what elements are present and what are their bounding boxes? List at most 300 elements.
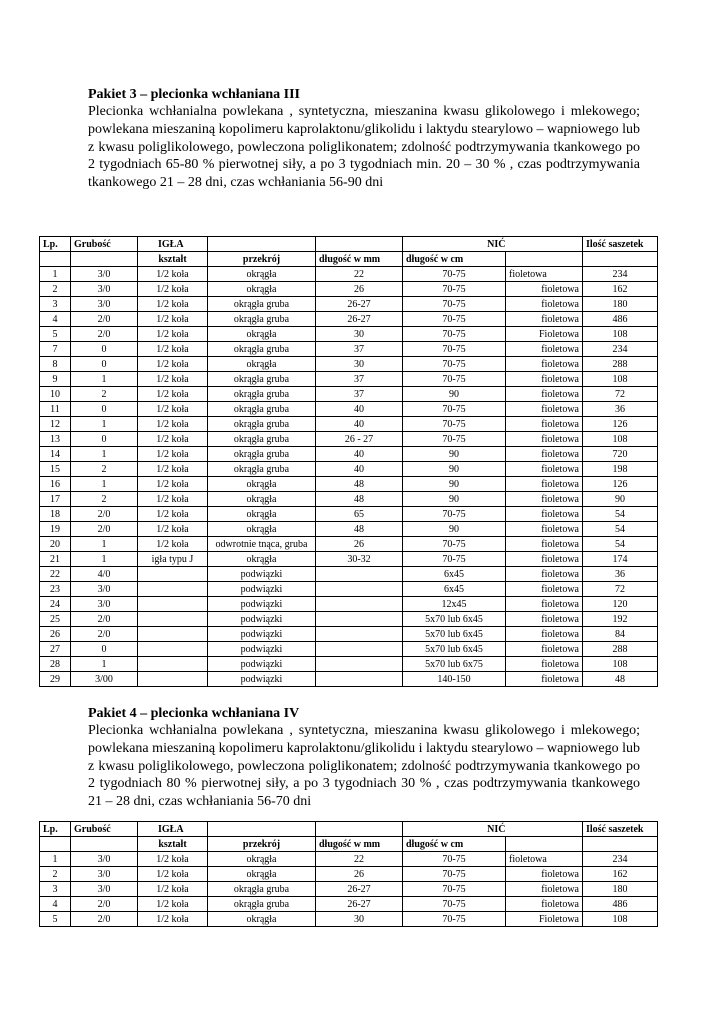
- cell-ksztalt: 1/2 koła: [138, 342, 208, 357]
- cell-dlugosc-mm: 65: [316, 507, 403, 522]
- cell-ilosc: 180: [583, 297, 658, 312]
- cell-lp: 1: [40, 267, 71, 282]
- cell-przekroj: okrągła: [208, 282, 316, 297]
- cell-dlugosc-cm: 90: [403, 462, 506, 477]
- cell-ksztalt: 1/2 koła: [138, 432, 208, 447]
- cell-ilosc: 108: [583, 327, 658, 342]
- table-row: [40, 327, 658, 342]
- cell-lp: 29: [40, 672, 71, 687]
- cell-dlugosc-mm: 37: [316, 387, 403, 402]
- cell-dlugosc-mm: 26: [316, 282, 403, 297]
- cell-kolor: fioletowa: [506, 852, 583, 867]
- cell-lp: 10: [40, 387, 71, 402]
- cell-lp: 4: [40, 312, 71, 327]
- cell-ilosc: 36: [583, 402, 658, 417]
- cell-grubosc: 1: [71, 537, 138, 552]
- cell-grubosc: 1: [71, 477, 138, 492]
- cell-lp: 3: [40, 882, 71, 897]
- cell-przekroj: okrągła: [208, 522, 316, 537]
- cell-grubosc: 0: [71, 402, 138, 417]
- cell-ksztalt: 1/2 koła: [138, 867, 208, 882]
- header-igla: IGŁA: [138, 822, 208, 837]
- cell-dlugosc-mm: [316, 597, 403, 612]
- header-grubosc: Grubość: [71, 822, 138, 837]
- cell-dlugosc-mm: 26-27: [316, 882, 403, 897]
- cell-dlugosc-cm: 90: [403, 387, 506, 402]
- cell-lp: 2: [40, 867, 71, 882]
- cell-lp: 17: [40, 492, 71, 507]
- cell-dlugosc-cm: 90: [403, 492, 506, 507]
- cell-kolor: fioletowa: [506, 432, 583, 447]
- cell-dlugosc-mm: 30-32: [316, 552, 403, 567]
- cell-przekroj: podwiązki: [208, 627, 316, 642]
- cell-lp: 16: [40, 477, 71, 492]
- table-row: [40, 897, 658, 912]
- cell-grubosc: 1: [71, 417, 138, 432]
- table-row: [40, 267, 658, 282]
- cell-dlugosc-mm: 22: [316, 267, 403, 282]
- cell-ksztalt: 1/2 koła: [138, 522, 208, 537]
- cell-grubosc: 2: [71, 492, 138, 507]
- cell-przekroj: okrągła gruba: [208, 372, 316, 387]
- table-row: [40, 312, 658, 327]
- cell-lp: 28: [40, 657, 71, 672]
- cell-przekroj: okrągła gruba: [208, 447, 316, 462]
- cell-kolor: fioletowa: [506, 312, 583, 327]
- table-row: [40, 882, 658, 897]
- cell-kolor: fioletowa: [506, 882, 583, 897]
- cell-dlugosc-mm: 26 - 27: [316, 432, 403, 447]
- cell-przekroj: podwiązki: [208, 582, 316, 597]
- cell-grubosc: 2/0: [71, 912, 138, 927]
- cell-kolor: fioletowa: [506, 897, 583, 912]
- cell-lp: 22: [40, 567, 71, 582]
- cell-ilosc: 486: [583, 312, 658, 327]
- header-nic: NIĆ: [403, 822, 506, 837]
- cell-ksztalt: 1/2 koła: [138, 897, 208, 912]
- pakiet-3-header: [88, 86, 640, 192]
- pakiet-4-table: [39, 821, 658, 927]
- cell-dlugosc-mm: 26-27: [316, 312, 403, 327]
- table-row: [40, 567, 658, 582]
- subheader-blank: [583, 252, 658, 267]
- cell-ksztalt: 1/2 koła: [138, 507, 208, 522]
- cell-dlugosc-cm: 70-75: [403, 297, 506, 312]
- subheader-dlugosc-cm: długość w cm: [403, 837, 506, 852]
- subheader-blank: [40, 252, 71, 267]
- cell-przekroj: okrągła: [208, 912, 316, 927]
- cell-kolor: fioletowa: [506, 582, 583, 597]
- cell-lp: 4: [40, 897, 71, 912]
- cell-lp: 20: [40, 537, 71, 552]
- cell-ilosc: 90: [583, 492, 658, 507]
- cell-dlugosc-cm: 70-75: [403, 372, 506, 387]
- cell-kolor: Fioletowa: [506, 327, 583, 342]
- table-row: [40, 627, 658, 642]
- cell-przekroj: odwrotnie tnąca, gruba: [208, 537, 316, 552]
- cell-dlugosc-mm: 22: [316, 852, 403, 867]
- cell-przekroj: okrągła gruba: [208, 462, 316, 477]
- subheader-blank: [71, 252, 138, 267]
- subheader-blank: [583, 837, 658, 852]
- cell-ksztalt: 1/2 koła: [138, 912, 208, 927]
- cell-przekroj: okrągła gruba: [208, 882, 316, 897]
- cell-ksztalt: [138, 672, 208, 687]
- cell-kolor: fioletowa: [506, 297, 583, 312]
- cell-lp: 13: [40, 432, 71, 447]
- cell-przekroj: okrągła gruba: [208, 897, 316, 912]
- cell-grubosc: 0: [71, 432, 138, 447]
- cell-grubosc: 1: [71, 552, 138, 567]
- cell-ksztalt: igła typu J: [138, 552, 208, 567]
- cell-ksztalt: [138, 567, 208, 582]
- cell-dlugosc-mm: [316, 567, 403, 582]
- table-row: [40, 612, 658, 627]
- cell-dlugosc-mm: 26: [316, 867, 403, 882]
- cell-przekroj: podwiązki: [208, 597, 316, 612]
- cell-dlugosc-mm: [316, 627, 403, 642]
- cell-dlugosc-mm: 40: [316, 402, 403, 417]
- cell-ksztalt: [138, 627, 208, 642]
- cell-lp: 11: [40, 402, 71, 417]
- header-blank: [506, 822, 583, 837]
- cell-lp: 12: [40, 417, 71, 432]
- cell-przekroj: okrągła gruba: [208, 387, 316, 402]
- table-row: [40, 552, 658, 567]
- cell-dlugosc-cm: 70-75: [403, 402, 506, 417]
- table-row: [40, 462, 658, 477]
- table-row: [40, 912, 658, 927]
- cell-ilosc: 198: [583, 462, 658, 477]
- cell-ksztalt: 1/2 koła: [138, 357, 208, 372]
- cell-ksztalt: 1/2 koła: [138, 327, 208, 342]
- header-igla: IGŁA: [138, 237, 208, 252]
- cell-dlugosc-cm: 140-150: [403, 672, 506, 687]
- cell-grubosc: 0: [71, 342, 138, 357]
- cell-grubosc: 2/0: [71, 327, 138, 342]
- cell-grubosc: 3/0: [71, 282, 138, 297]
- cell-kolor: Fioletowa: [506, 912, 583, 927]
- cell-kolor: fioletowa: [506, 477, 583, 492]
- cell-lp: 1: [40, 852, 71, 867]
- cell-przekroj: okrągła: [208, 477, 316, 492]
- table-row: [40, 657, 658, 672]
- table-row: [40, 672, 658, 687]
- cell-dlugosc-cm: 70-75: [403, 882, 506, 897]
- cell-dlugosc-cm: 70-75: [403, 432, 506, 447]
- cell-grubosc: 3/0: [71, 582, 138, 597]
- cell-ilosc: 234: [583, 852, 658, 867]
- cell-ilosc: 486: [583, 897, 658, 912]
- cell-kolor: fioletowa: [506, 537, 583, 552]
- cell-kolor: fioletowa: [506, 612, 583, 627]
- cell-lp: 24: [40, 597, 71, 612]
- cell-ksztalt: 1/2 koła: [138, 417, 208, 432]
- cell-przekroj: podwiązki: [208, 642, 316, 657]
- table-row: [40, 597, 658, 612]
- table-row: [40, 507, 658, 522]
- cell-grubosc: 3/0: [71, 867, 138, 882]
- cell-kolor: fioletowa: [506, 387, 583, 402]
- header-ilosc: Ilość saszetek: [583, 237, 658, 252]
- cell-ilosc: 54: [583, 522, 658, 537]
- cell-kolor: fioletowa: [506, 507, 583, 522]
- cell-przekroj: okrągła: [208, 492, 316, 507]
- cell-dlugosc-mm: 26-27: [316, 897, 403, 912]
- cell-lp: 18: [40, 507, 71, 522]
- cell-ksztalt: [138, 612, 208, 627]
- cell-przekroj: okrągła gruba: [208, 402, 316, 417]
- pakiet-3-description: Plecionka wchłanialna powlekana , syntetyczna, mieszanina kwasu glikolowego i mlekowego; powlekana mieszaniną kopolimeru kaprolaktonu/glikolidu i laktydu stearylowo – wapniowego lub z kwasu poliglikolowego, powleczona poliglikonatem; zdolność podtrzymywania tkankowego po 2 tygodniach 65-80 % pierwotnej siły, a po 3 tygodniach min. 20 – 30 % , czas podtrzymywania tkankowego 21 – 28 dni, czas wchłaniania 56-90 dni: [88, 104, 640, 191]
- cell-kolor: fioletowa: [506, 672, 583, 687]
- cell-przekroj: okrągła: [208, 552, 316, 567]
- cell-kolor: fioletowa: [506, 492, 583, 507]
- subheader-dlugosc-mm: długość w mm: [316, 837, 403, 852]
- table-row: [40, 372, 658, 387]
- cell-grubosc: 2/0: [71, 897, 138, 912]
- cell-ilosc: 84: [583, 627, 658, 642]
- cell-dlugosc-cm: 5x70 lub 6x75: [403, 657, 506, 672]
- cell-grubosc: 3/0: [71, 852, 138, 867]
- cell-ilosc: 180: [583, 882, 658, 897]
- cell-grubosc: 3/0: [71, 597, 138, 612]
- cell-ilosc: 36: [583, 567, 658, 582]
- cell-ilosc: 126: [583, 417, 658, 432]
- header-blank: [208, 822, 316, 837]
- cell-przekroj: podwiązki: [208, 672, 316, 687]
- subheader-przekroj: przekrój: [208, 252, 316, 267]
- cell-ilosc: 192: [583, 612, 658, 627]
- cell-dlugosc-cm: 70-75: [403, 357, 506, 372]
- cell-lp: 9: [40, 372, 71, 387]
- cell-lp: 25: [40, 612, 71, 627]
- subheader-blank: [506, 252, 583, 267]
- table-row: [40, 387, 658, 402]
- cell-dlugosc-cm: 6x45: [403, 567, 506, 582]
- cell-dlugosc-mm: 26-27: [316, 297, 403, 312]
- header-blank: [506, 237, 583, 252]
- table-header-row: [40, 822, 658, 837]
- pakiet-4-header: [88, 705, 640, 811]
- cell-dlugosc-cm: 70-75: [403, 282, 506, 297]
- cell-grubosc: 1: [71, 657, 138, 672]
- cell-ksztalt: 1/2 koła: [138, 447, 208, 462]
- table-row: [40, 417, 658, 432]
- cell-grubosc: 2/0: [71, 507, 138, 522]
- cell-ilosc: 288: [583, 642, 658, 657]
- cell-dlugosc-cm: 5x70 lub 6x45: [403, 627, 506, 642]
- cell-grubosc: 4/0: [71, 567, 138, 582]
- cell-przekroj: okrągła: [208, 507, 316, 522]
- header-lp: Lp.: [40, 237, 71, 252]
- header-blank: [316, 237, 403, 252]
- cell-dlugosc-cm: 70-75: [403, 867, 506, 882]
- table-row: [40, 492, 658, 507]
- table-row: [40, 297, 658, 312]
- cell-lp: 26: [40, 627, 71, 642]
- cell-dlugosc-cm: 70-75: [403, 267, 506, 282]
- cell-dlugosc-mm: 48: [316, 477, 403, 492]
- cell-ilosc: 54: [583, 537, 658, 552]
- cell-przekroj: okrągła gruba: [208, 312, 316, 327]
- cell-lp: 14: [40, 447, 71, 462]
- cell-kolor: fioletowa: [506, 567, 583, 582]
- cell-ilosc: 288: [583, 357, 658, 372]
- cell-ksztalt: 1/2 koła: [138, 852, 208, 867]
- cell-kolor: fioletowa: [506, 597, 583, 612]
- table-subheader-row: [40, 252, 658, 267]
- cell-kolor: fioletowa: [506, 627, 583, 642]
- cell-grubosc: 3/00: [71, 672, 138, 687]
- subheader-blank: [506, 837, 583, 852]
- cell-kolor: fioletowa: [506, 642, 583, 657]
- cell-dlugosc-cm: 5x70 lub 6x45: [403, 642, 506, 657]
- table-row: [40, 582, 658, 597]
- header-grubosc: Grubość: [71, 237, 138, 252]
- cell-dlugosc-cm: 70-75: [403, 507, 506, 522]
- cell-dlugosc-mm: 26: [316, 537, 403, 552]
- table-row: [40, 357, 658, 372]
- cell-grubosc: 1: [71, 447, 138, 462]
- cell-dlugosc-mm: [316, 612, 403, 627]
- pakiet-3-title: Pakiet 3 – plecionka wchłaniana III: [88, 87, 300, 102]
- table-header-row: [40, 237, 658, 252]
- subheader-blank: [71, 837, 138, 852]
- subheader-ksztalt: kształt: [138, 252, 208, 267]
- cell-ksztalt: 1/2 koła: [138, 537, 208, 552]
- cell-dlugosc-cm: 90: [403, 477, 506, 492]
- cell-ilosc: 120: [583, 597, 658, 612]
- subheader-dlugosc-cm: długość w cm: [403, 252, 506, 267]
- cell-ksztalt: [138, 642, 208, 657]
- subheader-ksztalt: kształt: [138, 837, 208, 852]
- cell-ilosc: 174: [583, 552, 658, 567]
- cell-przekroj: okrągła: [208, 327, 316, 342]
- cell-lp: 19: [40, 522, 71, 537]
- cell-dlugosc-mm: [316, 642, 403, 657]
- cell-przekroj: okrągła: [208, 867, 316, 882]
- cell-przekroj: okrągła gruba: [208, 297, 316, 312]
- subheader-dlugosc-mm: długość w mm: [316, 252, 403, 267]
- cell-ksztalt: [138, 657, 208, 672]
- table-row: [40, 447, 658, 462]
- cell-ksztalt: 1/2 koła: [138, 492, 208, 507]
- cell-dlugosc-mm: 40: [316, 447, 403, 462]
- cell-kolor: fioletowa: [506, 372, 583, 387]
- table-subheader-row: [40, 837, 658, 852]
- subheader-przekroj: przekrój: [208, 837, 316, 852]
- cell-ilosc: 72: [583, 582, 658, 597]
- cell-dlugosc-cm: 70-75: [403, 342, 506, 357]
- cell-kolor: fioletowa: [506, 282, 583, 297]
- cell-ksztalt: 1/2 koła: [138, 402, 208, 417]
- cell-przekroj: podwiązki: [208, 612, 316, 627]
- cell-dlugosc-mm: 30: [316, 357, 403, 372]
- cell-grubosc: 0: [71, 357, 138, 372]
- cell-grubosc: 2/0: [71, 627, 138, 642]
- table-row: [40, 642, 658, 657]
- pakiet-4-title: Pakiet 4 – plecionka wchłaniana IV: [88, 706, 300, 721]
- cell-kolor: fioletowa: [506, 522, 583, 537]
- cell-ilosc: 162: [583, 867, 658, 882]
- cell-kolor: fioletowa: [506, 357, 583, 372]
- cell-grubosc: 0: [71, 642, 138, 657]
- header-lp: Lp.: [40, 822, 71, 837]
- cell-dlugosc-cm: 70-75: [403, 417, 506, 432]
- cell-dlugosc-cm: 90: [403, 447, 506, 462]
- table-row: [40, 432, 658, 447]
- table-row: [40, 522, 658, 537]
- cell-ksztalt: 1/2 koła: [138, 282, 208, 297]
- cell-dlugosc-cm: 70-75: [403, 897, 506, 912]
- cell-ksztalt: 1/2 koła: [138, 297, 208, 312]
- cell-ilosc: 234: [583, 342, 658, 357]
- cell-przekroj: okrągła: [208, 267, 316, 282]
- cell-dlugosc-cm: 70-75: [403, 852, 506, 867]
- header-ilosc: Ilość saszetek: [583, 822, 658, 837]
- cell-ilosc: 126: [583, 477, 658, 492]
- table-row: [40, 477, 658, 492]
- header-blank: [316, 822, 403, 837]
- cell-lp: 7: [40, 342, 71, 357]
- cell-ksztalt: 1/2 koła: [138, 387, 208, 402]
- cell-ksztalt: 1/2 koła: [138, 882, 208, 897]
- cell-kolor: fioletowa: [506, 447, 583, 462]
- pakiet-4-description: Plecionka wchłanialna powlekana , syntetyczna, mieszanina kwasu glikolowego i mlekowego; powlekana mieszaniną kopolimeru kaprolaktonu/glikolidu i laktydu stearylowo – wapniowego lub z kwasu poliglikolowego, powleczona poliglikonatem; zdolność podtrzymywania tkankowego po 2 tygodniach 80 % pierwotnej siły, a po 3 tygodniach 30 % , czas podtrzymywania tkankowego 21 – 28 dni, czas wchłaniania 56-70 dni: [88, 723, 640, 810]
- cell-przekroj: okrągła: [208, 852, 316, 867]
- cell-dlugosc-cm: 70-75: [403, 912, 506, 927]
- cell-dlugosc-mm: 48: [316, 492, 403, 507]
- cell-dlugosc-mm: 48: [316, 522, 403, 537]
- subheader-blank: [40, 837, 71, 852]
- cell-przekroj: podwiązki: [208, 567, 316, 582]
- cell-ilosc: 108: [583, 372, 658, 387]
- cell-grubosc: 2/0: [71, 312, 138, 327]
- cell-ilosc: 720: [583, 447, 658, 462]
- cell-ilosc: 108: [583, 657, 658, 672]
- header-blank: [208, 237, 316, 252]
- cell-ilosc: 72: [583, 387, 658, 402]
- cell-grubosc: 3/0: [71, 882, 138, 897]
- cell-dlugosc-cm: 70-75: [403, 537, 506, 552]
- cell-kolor: fioletowa: [506, 462, 583, 477]
- cell-lp: 15: [40, 462, 71, 477]
- cell-kolor: fioletowa: [506, 552, 583, 567]
- table-row: [40, 867, 658, 882]
- cell-przekroj: okrągła: [208, 357, 316, 372]
- cell-przekroj: podwiązki: [208, 657, 316, 672]
- cell-ilosc: 108: [583, 912, 658, 927]
- cell-ilosc: 162: [583, 282, 658, 297]
- cell-kolor: fioletowa: [506, 342, 583, 357]
- cell-ilosc: 234: [583, 267, 658, 282]
- cell-lp: 3: [40, 297, 71, 312]
- cell-dlugosc-mm: 37: [316, 342, 403, 357]
- pakiet-3-table: [39, 236, 658, 687]
- cell-dlugosc-mm: 30: [316, 912, 403, 927]
- cell-kolor: fioletowa: [506, 867, 583, 882]
- cell-lp: 27: [40, 642, 71, 657]
- cell-ksztalt: [138, 582, 208, 597]
- cell-kolor: fioletowa: [506, 657, 583, 672]
- cell-grubosc: 3/0: [71, 297, 138, 312]
- cell-kolor: fioletowa: [506, 417, 583, 432]
- cell-lp: 23: [40, 582, 71, 597]
- table-row: [40, 402, 658, 417]
- cell-ilosc: 54: [583, 507, 658, 522]
- cell-przekroj: okrągła gruba: [208, 342, 316, 357]
- cell-grubosc: 3/0: [71, 267, 138, 282]
